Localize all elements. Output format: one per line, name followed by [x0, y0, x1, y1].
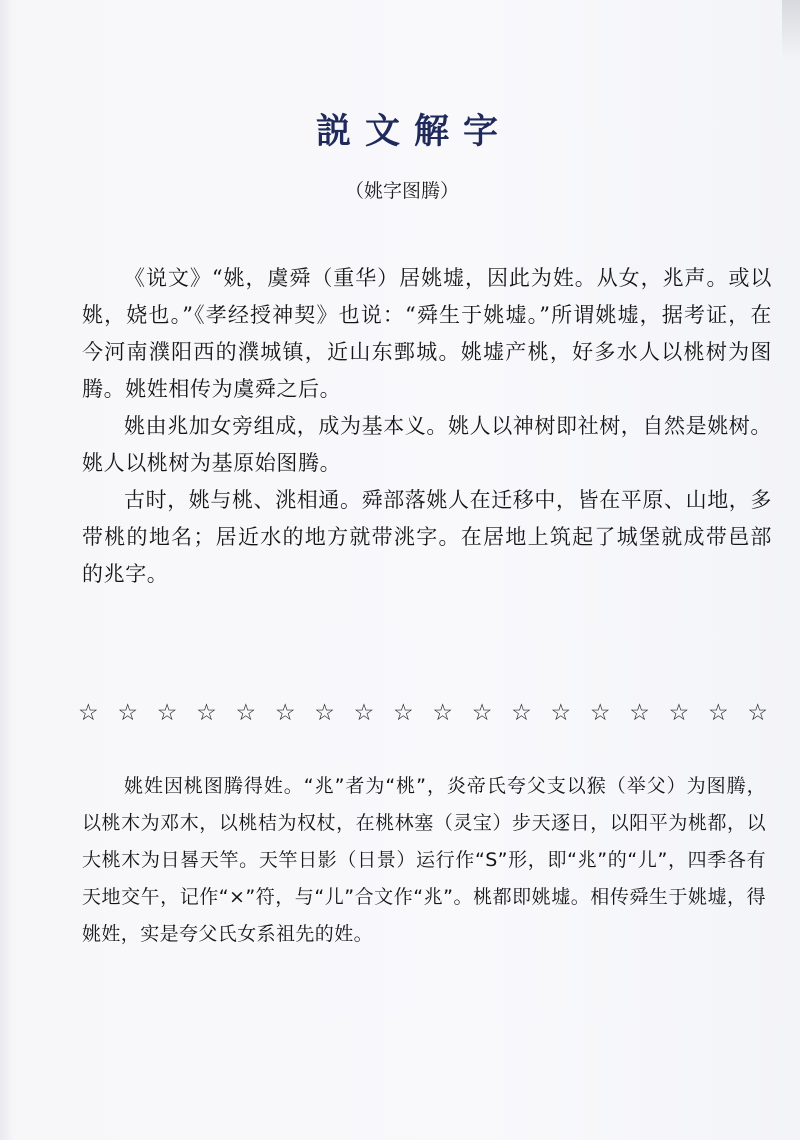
- star-icon: ☆: [196, 700, 217, 726]
- paragraph-2: 姚由兆加女旁组成，成为基本义。姚人以神树即社树，自然是姚树。姚人以桃树为基原始图腾。: [82, 414, 772, 475]
- star-icon: ☆: [511, 700, 532, 726]
- main-text-section: [82, 260, 772, 593]
- star-icon: ☆: [471, 700, 493, 726]
- star-icon: ☆: [708, 700, 729, 726]
- star-icon: ☆: [747, 700, 768, 726]
- star-icon: ☆: [78, 700, 99, 726]
- paragraph-3: 古时，姚与桃、洮相通。舜部落姚人在迁移中，皆在平原、山地，多带桃的地名；居近水的地方就带洮字。在居地上筑起了城堡就成带邑部的兆字。: [82, 488, 772, 586]
- star-icon: ☆: [353, 700, 375, 726]
- second-text-section: [82, 768, 766, 953]
- page-subtitle: （姚字图腾）: [344, 180, 459, 202]
- star-divider: [78, 700, 768, 726]
- star-icon: ☆: [117, 700, 138, 726]
- page-edge-shadow: [782, 0, 800, 60]
- star-icon: ☆: [432, 700, 453, 726]
- star-icon: ☆: [314, 700, 335, 726]
- star-icon: ☆: [589, 700, 611, 726]
- star-icon: ☆: [629, 700, 650, 726]
- star-icon: ☆: [393, 700, 414, 726]
- star-icon: ☆: [274, 700, 296, 726]
- paragraph-1: 《说文》“姚，虞舜（重华）居姚墟，因此为姓。从女，兆声。或以姚，娆也。”《孝经授神契》也说：“舜生于姚墟。”所谓姚墟，据考证，在今河南濮阳西的濮城镇，近山东鄄城。姚墟产桃，好多水人以桃树为图腾。姚姓相传为虞舜之后。: [82, 266, 772, 401]
- star-icon: ☆: [550, 700, 572, 726]
- star-icon: ☆: [156, 700, 178, 726]
- paragraph-4: 姚姓因桃图腾得姓。“兆”者为“桃”，炎帝氏夸父支以猴（举父）为图腾，以桃木为邓木，以桃桔为权杖，在桃林塞（灵宝）步天逐日，以阳平为桃都，以大桃木为日晷天竿。天竿日影（日景）运行作“S”形，即“兆”的“儿”，四季各有天地交午，记作“×”符，与“儿”合文作“兆”。桃都即姚墟。相传舜生于姚墟，得姚姓，实是夸父氏女系祖先的姓。: [82, 775, 766, 945]
- star-icon: ☆: [235, 700, 257, 726]
- page-title: 説文解字: [315, 111, 512, 152]
- star-icon: ☆: [668, 700, 690, 726]
